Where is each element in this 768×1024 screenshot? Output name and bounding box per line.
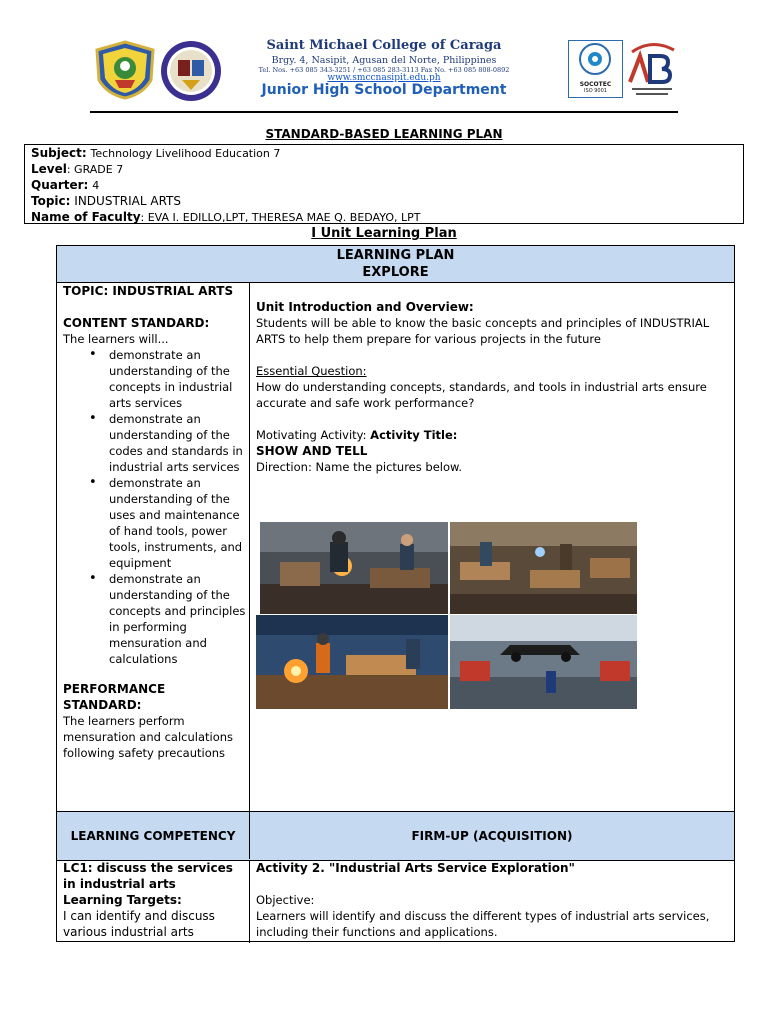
activity-title: SHOW AND TELL xyxy=(256,444,368,458)
content-standard-list xyxy=(63,347,247,667)
school-name: Saint Michael College of Caraga xyxy=(266,38,502,53)
competency-header-row xyxy=(57,811,734,861)
subject-label: Subject: xyxy=(31,146,87,160)
accreditation-logo xyxy=(626,42,678,98)
subject-row xyxy=(31,145,743,161)
topic-heading: TOPIC: INDUSTRIAL ARTS xyxy=(63,284,234,298)
list-item: • demonstrate an understanding of the concepts and principles in performing mensuration and calculations xyxy=(109,571,247,667)
learning-targets-heading: Learning Targets: xyxy=(63,893,182,907)
metal-fabrication-image xyxy=(256,615,448,709)
learning-plan-header xyxy=(57,246,734,283)
socotec-certification-logo xyxy=(568,40,623,98)
objective-label: Objective: xyxy=(256,893,315,907)
document-title: STANDARD-BASED LEARNING PLAN xyxy=(265,127,503,141)
content-standard-heading: CONTENT STANDARD: xyxy=(63,316,210,330)
motivating-label: Motivating Activity: xyxy=(256,428,371,442)
socotec-logo-text: SOCOTEC xyxy=(579,81,612,88)
faculty-row xyxy=(31,209,743,225)
quarter-label: Quarter: xyxy=(31,178,89,192)
department-name: Junior High School Department xyxy=(261,82,507,98)
firm-up-column xyxy=(256,860,726,940)
topic-row xyxy=(31,193,743,209)
woodworking-shop-image xyxy=(450,522,637,614)
school-website-link[interactable]: www.smccnasipit.edu.ph xyxy=(327,73,441,83)
faculty-label: Name of Faculty xyxy=(31,210,141,224)
lc1-text: LC1: discuss the services in industrial arts xyxy=(63,861,233,891)
subject-value: Technology Livelihood Education 7 xyxy=(90,147,281,160)
direction-text: Direction: Name the pictures below. xyxy=(256,460,463,474)
learning-plan-heading: LEARNING PLAN xyxy=(336,248,455,263)
objective-text: Learners will identify and discuss the different types of industrial arts services, including their functions and applications. xyxy=(256,909,710,939)
essential-question-text: How do understanding concepts, standards, and tools in industrial arts ensure accurate and safe work performance? xyxy=(256,380,707,410)
learning-targets-text: I can identify and discuss various industrial arts xyxy=(63,909,215,939)
quarter-row xyxy=(31,177,743,193)
unit-intro-heading: Unit Introduction and Overview: xyxy=(256,300,474,314)
learners-intro: The learners will... xyxy=(63,332,169,346)
college-seal-logo xyxy=(93,40,157,100)
topic-value: INDUSTRIAL ARTS xyxy=(74,194,181,208)
topic-label: Topic: xyxy=(31,194,71,208)
firm-up-heading: FIRM-UP (ACQUISITION) xyxy=(411,829,573,843)
level-label: Level xyxy=(31,162,67,176)
list-item: • demonstrate an understanding of the codes and standards in industrial arts services xyxy=(109,411,247,475)
unit-title: I Unit Learning Plan xyxy=(311,226,457,241)
jhs-seal-logo xyxy=(158,40,224,102)
motivating-activity xyxy=(256,427,726,443)
performance-standard-heading: PERFORMANCE STANDARD: xyxy=(63,682,166,712)
activity-title-label: Activity Title: xyxy=(370,428,458,442)
essential-question-heading: Essential Question: xyxy=(256,364,367,378)
competency-column xyxy=(63,860,247,940)
learning-plan-table xyxy=(56,245,735,942)
welding-workshop-image xyxy=(260,522,448,614)
iso-logo-text: ISO 9001 xyxy=(584,88,607,94)
level-value: : GRADE 7 xyxy=(66,163,124,176)
list-item: • demonstrate an understanding of the concepts in industrial arts services xyxy=(109,347,247,411)
header-divider xyxy=(90,111,678,113)
unit-intro-text: Students will be able to know the basic concepts and principles of INDUSTRIAL ARTS to help them prepare for various projects in the future xyxy=(256,316,710,346)
auto-repair-shop-image xyxy=(450,615,637,709)
level-row xyxy=(31,161,743,177)
quarter-value: 4 xyxy=(92,179,100,192)
explore-column xyxy=(256,299,726,475)
school-contact: Tel. Nos. +63 085 343-3251 / +63 085 283-3113 Fax No. +63 085 808-0892 xyxy=(258,66,510,74)
school-address: Brgy. 4, Nasipit, Agusan del Norte, Philippines xyxy=(271,55,497,66)
list-item: • demonstrate an understanding of the uses and maintenance of hand tools, power tools, instruments, and equipment xyxy=(109,475,247,571)
plan-info-box xyxy=(24,144,744,224)
learning-competency-heading: LEARNING COMPETENCY xyxy=(70,829,236,843)
explore-heading: EXPLORE xyxy=(362,265,429,280)
performance-standard-text: The learners perform mensuration and calculations following safety precautions xyxy=(63,714,234,760)
standards-column xyxy=(63,283,247,761)
band-column-divider xyxy=(249,811,250,859)
activity-2-title: Activity 2. "Industrial Arts Service Exploration" xyxy=(256,861,575,875)
faculty-value: : EVA I. EDILLO,LPT, THERESA MAE Q. BEDAYO, LPT xyxy=(140,211,421,224)
